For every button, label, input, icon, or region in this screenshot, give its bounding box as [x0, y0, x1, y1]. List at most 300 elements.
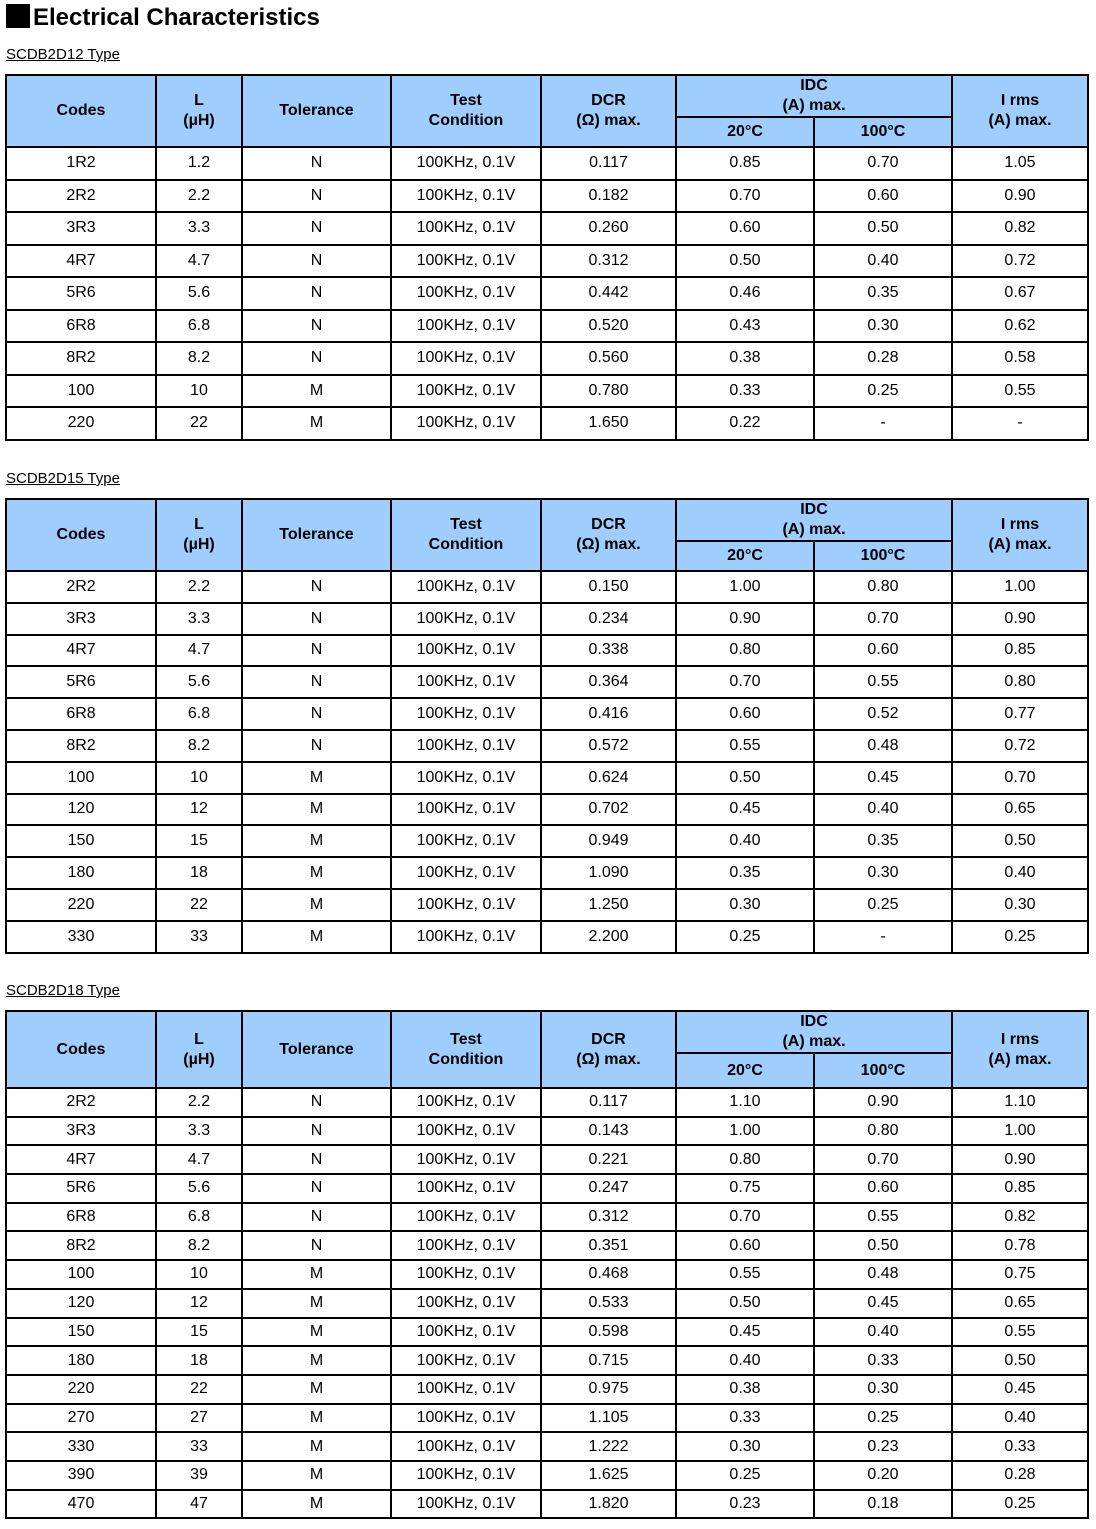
cell-idc-100c: 0.45: [814, 762, 952, 794]
header-row: [6, 499, 1088, 541]
header-test-condition: Test Condition: [391, 499, 541, 571]
cell-code: 120: [6, 1289, 156, 1318]
cell-irms: 0.62: [952, 310, 1088, 343]
cell-test-condition: 100KHz, 0.1V: [391, 1346, 541, 1375]
cell-idc-100c: 0.30: [814, 1375, 952, 1404]
cell-idc-100c: 0.18: [814, 1490, 952, 1519]
spec-table-scdb2d12: [5, 74, 1089, 441]
cell-code: 390: [6, 1461, 156, 1490]
cell-tolerance: N: [242, 1203, 391, 1232]
cell-code: 150: [6, 825, 156, 857]
cell-dcr: 0.715: [541, 1346, 676, 1375]
cell-irms: -: [952, 407, 1088, 440]
cell-idc-100c: 0.30: [814, 310, 952, 343]
cell-tolerance: M: [242, 375, 391, 408]
cell-dcr: 0.234: [541, 603, 676, 635]
cell-irms: 0.82: [952, 212, 1088, 245]
cell-code: 6R8: [6, 698, 156, 730]
cell-idc-100c: 0.25: [814, 375, 952, 408]
cell-dcr: 0.949: [541, 825, 676, 857]
table-row: [6, 375, 1088, 408]
cell-dcr: 0.780: [541, 375, 676, 408]
cell-tolerance: M: [242, 1432, 391, 1461]
cell-code: 1R2: [6, 147, 156, 180]
cell-idc-100c: 0.40: [814, 794, 952, 826]
cell-idc-100c: 0.33: [814, 1346, 952, 1375]
cell-dcr: 0.338: [541, 635, 676, 667]
cell-dcr: 0.182: [541, 180, 676, 213]
cell-inductance: 2.2: [156, 180, 242, 213]
cell-irms: 0.67: [952, 277, 1088, 310]
cell-test-condition: 100KHz, 0.1V: [391, 1260, 541, 1289]
cell-code: 3R3: [6, 212, 156, 245]
cell-idc-20c: 0.40: [676, 1346, 814, 1375]
cell-inductance: 3.3: [156, 1117, 242, 1146]
cell-test-condition: 100KHz, 0.1V: [391, 921, 541, 953]
cell-tolerance: N: [242, 245, 391, 278]
table-row: [6, 1318, 1088, 1347]
table-row: [6, 277, 1088, 310]
cell-idc-100c: -: [814, 921, 952, 953]
header-dcr: DCR (Ω) max.: [541, 1011, 676, 1088]
cell-irms: 0.30: [952, 889, 1088, 921]
table-caption-scdb2d15: SCDB2D15 Type: [6, 470, 120, 487]
cell-irms: 1.00: [952, 571, 1088, 603]
cell-dcr: 0.442: [541, 277, 676, 310]
table-caption-scdb2d18: SCDB2D18 Type: [6, 982, 120, 999]
cell-irms: 0.90: [952, 1145, 1088, 1174]
header-inductance: L (µH): [156, 1011, 242, 1088]
cell-code: 3R3: [6, 603, 156, 635]
cell-test-condition: 100KHz, 0.1V: [391, 375, 541, 408]
cell-inductance: 8.2: [156, 730, 242, 762]
cell-idc-20c: 0.30: [676, 889, 814, 921]
cell-inductance: 6.8: [156, 310, 242, 343]
table-row: [6, 1145, 1088, 1174]
table-row: [6, 147, 1088, 180]
cell-code: 100: [6, 375, 156, 408]
cell-dcr: 2.200: [541, 921, 676, 953]
cell-inductance: 4.7: [156, 635, 242, 667]
page-title-text: Electrical Characteristics: [33, 4, 320, 31]
header-dcr: DCR (Ω) max.: [541, 75, 676, 147]
cell-code: 8R2: [6, 1231, 156, 1260]
cell-irms: 0.80: [952, 666, 1088, 698]
cell-test-condition: 100KHz, 0.1V: [391, 1404, 541, 1433]
cell-dcr: 0.702: [541, 794, 676, 826]
cell-code: 6R8: [6, 310, 156, 343]
cell-idc-20c: 0.60: [676, 212, 814, 245]
cell-inductance: 5.6: [156, 666, 242, 698]
cell-idc-20c: 0.23: [676, 1490, 814, 1519]
cell-test-condition: 100KHz, 0.1V: [391, 857, 541, 889]
cell-tolerance: N: [242, 342, 391, 375]
cell-test-condition: 100KHz, 0.1V: [391, 1174, 541, 1203]
cell-inductance: 10: [156, 762, 242, 794]
cell-idc-100c: 0.25: [814, 1404, 952, 1433]
cell-inductance: 22: [156, 889, 242, 921]
cell-test-condition: 100KHz, 0.1V: [391, 1231, 541, 1260]
cell-tolerance: M: [242, 1318, 391, 1347]
cell-inductance: 5.6: [156, 1174, 242, 1203]
cell-idc-100c: 0.20: [814, 1461, 952, 1490]
table-row: [6, 407, 1088, 440]
cell-tolerance: N: [242, 1174, 391, 1203]
cell-dcr: 0.260: [541, 212, 676, 245]
header-irms: I rms (A) max.: [952, 1011, 1088, 1088]
cell-inductance: 33: [156, 1432, 242, 1461]
cell-idc-20c: 0.60: [676, 698, 814, 730]
cell-idc-100c: 0.45: [814, 1289, 952, 1318]
cell-irms: 0.33: [952, 1432, 1088, 1461]
cell-code: 100: [6, 1260, 156, 1289]
cell-test-condition: 100KHz, 0.1V: [391, 698, 541, 730]
cell-test-condition: 100KHz, 0.1V: [391, 1461, 541, 1490]
cell-tolerance: N: [242, 1145, 391, 1174]
table-row: [6, 635, 1088, 667]
cell-test-condition: 100KHz, 0.1V: [391, 1318, 541, 1347]
cell-irms: 1.10: [952, 1088, 1088, 1117]
table-row: [6, 889, 1088, 921]
cell-dcr: 0.117: [541, 147, 676, 180]
cell-dcr: 0.117: [541, 1088, 676, 1117]
cell-test-condition: 100KHz, 0.1V: [391, 666, 541, 698]
cell-tolerance: M: [242, 1346, 391, 1375]
cell-inductance: 12: [156, 1289, 242, 1318]
cell-code: 180: [6, 857, 156, 889]
cell-inductance: 10: [156, 1260, 242, 1289]
cell-inductance: 39: [156, 1461, 242, 1490]
cell-dcr: 0.975: [541, 1375, 676, 1404]
cell-idc-100c: 0.28: [814, 342, 952, 375]
cell-inductance: 6.8: [156, 698, 242, 730]
cell-tolerance: N: [242, 698, 391, 730]
cell-idc-20c: 0.70: [676, 180, 814, 213]
cell-tolerance: N: [242, 147, 391, 180]
cell-dcr: 0.364: [541, 666, 676, 698]
table-row: [6, 698, 1088, 730]
cell-test-condition: 100KHz, 0.1V: [391, 603, 541, 635]
cell-test-condition: 100KHz, 0.1V: [391, 180, 541, 213]
cell-tolerance: M: [242, 762, 391, 794]
cell-tolerance: M: [242, 1461, 391, 1490]
table-row: [6, 1174, 1088, 1203]
cell-idc-100c: 0.35: [814, 277, 952, 310]
cell-inductance: 3.3: [156, 212, 242, 245]
cell-test-condition: 100KHz, 0.1V: [391, 245, 541, 278]
cell-dcr: 0.520: [541, 310, 676, 343]
cell-idc-20c: 0.70: [676, 1203, 814, 1232]
spec-table-scdb2d15: [5, 498, 1089, 954]
header-idc-20c: 20°C: [676, 117, 814, 147]
cell-test-condition: 100KHz, 0.1V: [391, 212, 541, 245]
cell-inductance: 15: [156, 825, 242, 857]
cell-idc-20c: 0.85: [676, 147, 814, 180]
header-codes: Codes: [6, 1011, 156, 1088]
cell-tolerance: N: [242, 571, 391, 603]
cell-irms: 1.00: [952, 1117, 1088, 1146]
table-row: [6, 1404, 1088, 1433]
cell-test-condition: 100KHz, 0.1V: [391, 1375, 541, 1404]
cell-inductance: 2.2: [156, 571, 242, 603]
cell-irms: 0.45: [952, 1375, 1088, 1404]
cell-inductance: 1.2: [156, 147, 242, 180]
cell-irms: 0.28: [952, 1461, 1088, 1490]
cell-dcr: 0.247: [541, 1174, 676, 1203]
cell-idc-100c: 0.90: [814, 1088, 952, 1117]
cell-test-condition: 100KHz, 0.1V: [391, 1117, 541, 1146]
cell-code: 120: [6, 794, 156, 826]
header-idc: IDC (A) max.: [676, 499, 952, 541]
cell-tolerance: M: [242, 921, 391, 953]
cell-test-condition: 100KHz, 0.1V: [391, 1203, 541, 1232]
cell-code: 2R2: [6, 1088, 156, 1117]
cell-idc-100c: 0.52: [814, 698, 952, 730]
cell-test-condition: 100KHz, 0.1V: [391, 889, 541, 921]
cell-inductance: 8.2: [156, 1231, 242, 1260]
cell-irms: 0.40: [952, 1404, 1088, 1433]
cell-idc-20c: 0.46: [676, 277, 814, 310]
cell-test-condition: 100KHz, 0.1V: [391, 147, 541, 180]
cell-irms: 0.55: [952, 1318, 1088, 1347]
cell-irms: 0.65: [952, 1289, 1088, 1318]
cell-irms: 0.25: [952, 921, 1088, 953]
table-row: [6, 571, 1088, 603]
cell-idc-100c: 0.30: [814, 857, 952, 889]
cell-tolerance: N: [242, 310, 391, 343]
cell-idc-20c: 0.90: [676, 603, 814, 635]
cell-tolerance: N: [242, 730, 391, 762]
cell-code: 4R7: [6, 245, 156, 278]
cell-idc-100c: 0.25: [814, 889, 952, 921]
cell-idc-100c: 0.70: [814, 603, 952, 635]
cell-idc-20c: 0.60: [676, 1231, 814, 1260]
header-idc-20c: 20°C: [676, 1053, 814, 1088]
table-row: [6, 1203, 1088, 1232]
header-dcr: DCR (Ω) max.: [541, 499, 676, 571]
cell-idc-20c: 0.55: [676, 1260, 814, 1289]
cell-inductance: 2.2: [156, 1088, 242, 1117]
table-row: [6, 730, 1088, 762]
cell-irms: 0.40: [952, 857, 1088, 889]
cell-idc-100c: 0.60: [814, 1174, 952, 1203]
cell-inductance: 10: [156, 375, 242, 408]
cell-test-condition: 100KHz, 0.1V: [391, 1289, 541, 1318]
table-row: [6, 1289, 1088, 1318]
cell-idc-20c: 1.00: [676, 571, 814, 603]
cell-test-condition: 100KHz, 0.1V: [391, 571, 541, 603]
cell-dcr: 0.221: [541, 1145, 676, 1174]
cell-code: 220: [6, 889, 156, 921]
cell-idc-20c: 0.35: [676, 857, 814, 889]
header-inductance: L (µH): [156, 75, 242, 147]
cell-code: 3R3: [6, 1117, 156, 1146]
table-row: [6, 666, 1088, 698]
table-row: [6, 180, 1088, 213]
cell-idc-100c: 0.40: [814, 245, 952, 278]
cell-dcr: 0.150: [541, 571, 676, 603]
cell-irms: 0.90: [952, 180, 1088, 213]
cell-code: 470: [6, 1490, 156, 1519]
cell-irms: 0.85: [952, 1174, 1088, 1203]
cell-idc-20c: 0.25: [676, 1461, 814, 1490]
cell-idc-100c: 0.55: [814, 1203, 952, 1232]
cell-irms: 0.58: [952, 342, 1088, 375]
table-row: [6, 1490, 1088, 1519]
cell-idc-20c: 0.25: [676, 921, 814, 953]
cell-inductance: 3.3: [156, 603, 242, 635]
cell-code: 5R6: [6, 666, 156, 698]
cell-code: 6R8: [6, 1203, 156, 1232]
cell-inductance: 12: [156, 794, 242, 826]
cell-test-condition: 100KHz, 0.1V: [391, 407, 541, 440]
cell-tolerance: M: [242, 825, 391, 857]
cell-idc-20c: 1.10: [676, 1088, 814, 1117]
table-row: [6, 310, 1088, 343]
cell-dcr: 1.625: [541, 1461, 676, 1490]
cell-inductance: 6.8: [156, 1203, 242, 1232]
cell-tolerance: M: [242, 407, 391, 440]
cell-idc-100c: 0.70: [814, 1145, 952, 1174]
cell-dcr: 0.624: [541, 762, 676, 794]
cell-inductance: 18: [156, 857, 242, 889]
table-row: [6, 1375, 1088, 1404]
cell-idc-20c: 0.70: [676, 666, 814, 698]
cell-irms: 0.77: [952, 698, 1088, 730]
cell-inductance: 4.7: [156, 1145, 242, 1174]
cell-dcr: 0.351: [541, 1231, 676, 1260]
cell-inductance: 33: [156, 921, 242, 953]
cell-irms: 0.72: [952, 245, 1088, 278]
cell-tolerance: M: [242, 794, 391, 826]
header-test-condition: Test Condition: [391, 1011, 541, 1088]
table-row: [6, 342, 1088, 375]
cell-inductance: 5.6: [156, 277, 242, 310]
cell-dcr: 0.560: [541, 342, 676, 375]
cell-tolerance: M: [242, 1404, 391, 1433]
cell-dcr: 0.572: [541, 730, 676, 762]
cell-idc-20c: 0.33: [676, 1404, 814, 1433]
cell-idc-100c: 0.50: [814, 212, 952, 245]
cell-code: 150: [6, 1318, 156, 1347]
cell-test-condition: 100KHz, 0.1V: [391, 730, 541, 762]
cell-test-condition: 100KHz, 0.1V: [391, 1088, 541, 1117]
cell-dcr: 1.820: [541, 1490, 676, 1519]
cell-dcr: 0.533: [541, 1289, 676, 1318]
cell-idc-20c: 0.45: [676, 1318, 814, 1347]
cell-irms: 0.50: [952, 825, 1088, 857]
cell-test-condition: 100KHz, 0.1V: [391, 1432, 541, 1461]
cell-dcr: 0.312: [541, 245, 676, 278]
cell-tolerance: M: [242, 889, 391, 921]
cell-idc-100c: 0.23: [814, 1432, 952, 1461]
table-row: [6, 212, 1088, 245]
cell-test-condition: 100KHz, 0.1V: [391, 342, 541, 375]
cell-idc-20c: 0.55: [676, 730, 814, 762]
cell-idc-20c: 0.33: [676, 375, 814, 408]
cell-dcr: 0.416: [541, 698, 676, 730]
cell-dcr: 1.222: [541, 1432, 676, 1461]
cell-code: 5R6: [6, 277, 156, 310]
table-row: [6, 603, 1088, 635]
cell-code: 8R2: [6, 342, 156, 375]
cell-dcr: 1.090: [541, 857, 676, 889]
cell-idc-20c: 0.38: [676, 1375, 814, 1404]
table-row: [6, 1231, 1088, 1260]
header-tolerance: Tolerance: [242, 75, 391, 147]
cell-irms: 0.50: [952, 1346, 1088, 1375]
cell-tolerance: N: [242, 180, 391, 213]
header-idc: IDC (A) max.: [676, 75, 952, 117]
cell-idc-100c: -: [814, 407, 952, 440]
cell-irms: 0.75: [952, 1260, 1088, 1289]
cell-idc-100c: 0.80: [814, 571, 952, 603]
cell-irms: 0.82: [952, 1203, 1088, 1232]
cell-irms: 0.70: [952, 762, 1088, 794]
cell-tolerance: M: [242, 857, 391, 889]
cell-idc-20c: 0.45: [676, 794, 814, 826]
cell-tolerance: N: [242, 1088, 391, 1117]
header-idc-100c: 100°C: [814, 117, 952, 147]
cell-code: 2R2: [6, 180, 156, 213]
black-square-icon: [6, 4, 30, 28]
table-row: [6, 794, 1088, 826]
spec-table-scdb2d18: [5, 1010, 1089, 1519]
cell-irms: 0.72: [952, 730, 1088, 762]
cell-idc-20c: 0.30: [676, 1432, 814, 1461]
cell-idc-20c: 0.22: [676, 407, 814, 440]
header-row: [6, 1011, 1088, 1053]
cell-dcr: 0.468: [541, 1260, 676, 1289]
header-idc-100c: 100°C: [814, 1053, 952, 1088]
cell-code: 220: [6, 1375, 156, 1404]
cell-code: 2R2: [6, 571, 156, 603]
cell-idc-100c: 0.60: [814, 635, 952, 667]
cell-inductance: 8.2: [156, 342, 242, 375]
cell-irms: 1.05: [952, 147, 1088, 180]
cell-tolerance: M: [242, 1260, 391, 1289]
table-row: [6, 1117, 1088, 1146]
cell-inductance: 22: [156, 1375, 242, 1404]
header-irms: I rms (A) max.: [952, 75, 1088, 147]
header-idc-100c: 100°C: [814, 541, 952, 571]
cell-tolerance: N: [242, 603, 391, 635]
table-row: [6, 1432, 1088, 1461]
cell-idc-20c: 0.80: [676, 635, 814, 667]
cell-idc-100c: 0.70: [814, 147, 952, 180]
table-row: [6, 1260, 1088, 1289]
cell-tolerance: M: [242, 1375, 391, 1404]
cell-dcr: 1.650: [541, 407, 676, 440]
cell-idc-20c: 0.50: [676, 245, 814, 278]
cell-idc-100c: 0.55: [814, 666, 952, 698]
header-idc: IDC (A) max.: [676, 1011, 952, 1053]
cell-test-condition: 100KHz, 0.1V: [391, 762, 541, 794]
cell-idc-100c: 0.35: [814, 825, 952, 857]
table-row: [6, 1461, 1088, 1490]
cell-test-condition: 100KHz, 0.1V: [391, 277, 541, 310]
header-idc-20c: 20°C: [676, 541, 814, 571]
cell-code: 5R6: [6, 1174, 156, 1203]
header-codes: Codes: [6, 499, 156, 571]
cell-irms: 0.85: [952, 635, 1088, 667]
cell-tolerance: M: [242, 1289, 391, 1318]
cell-test-condition: 100KHz, 0.1V: [391, 794, 541, 826]
cell-code: 8R2: [6, 730, 156, 762]
header-tolerance: Tolerance: [242, 1011, 391, 1088]
cell-idc-20c: 1.00: [676, 1117, 814, 1146]
table-row: [6, 245, 1088, 278]
